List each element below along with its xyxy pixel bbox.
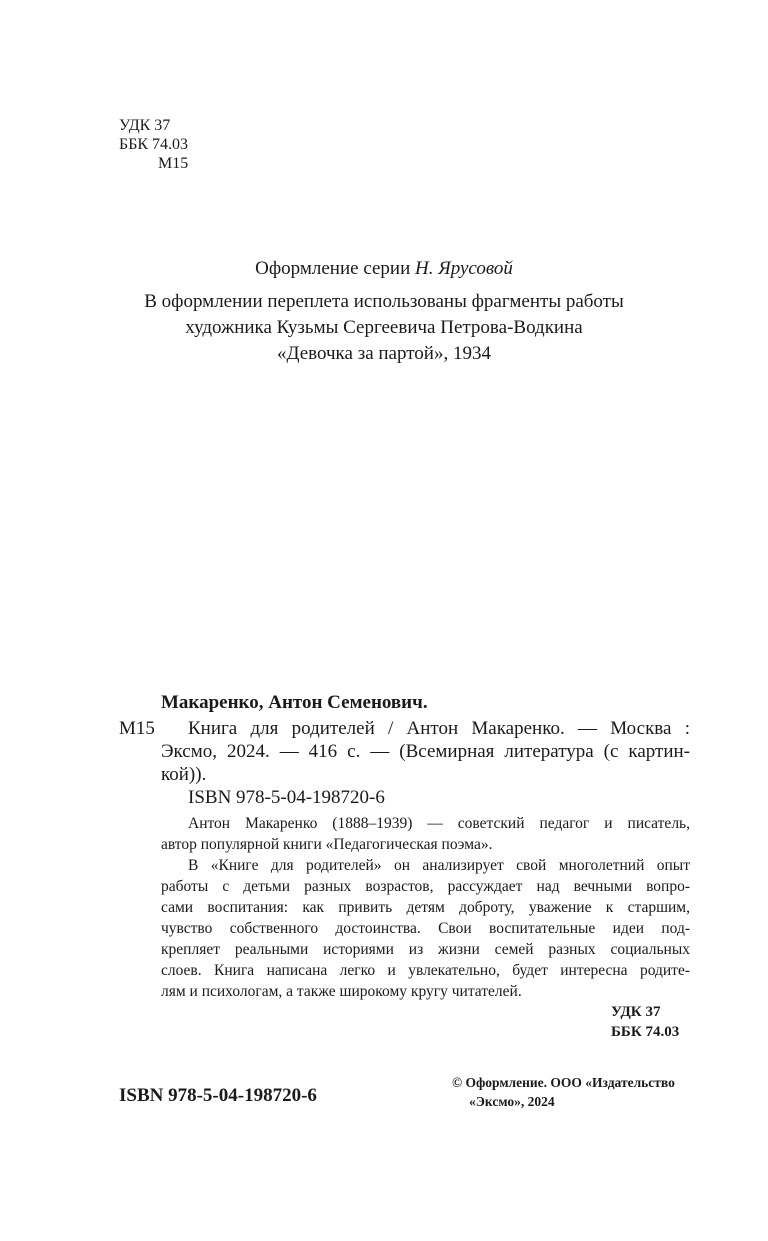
copyright-line: © Оформление. ООО «Издательство [452,1075,675,1090]
annotation-line: лям и психологам, а также широкому кругу читателей. [161,983,522,1000]
annotation-line: автор популярной книги «Педагогическая поэма». [161,836,493,853]
binding-credit-line: художника Кузьмы Сергеевича Петрова-Водкина [185,317,583,338]
annotation-line: крепляет реальными историями из жизни семей разных социальных [161,941,690,958]
annotation-line: сами воспитания: как привить детям доброту, уважение к старшим, [161,899,690,916]
series-design-credit [0,256,768,282]
udk-code-top: УДК 37 [119,117,171,134]
annotation-line: Антон Макаренко (1888–1939) — советский педагог и писатель, [188,815,690,832]
annotation-line: работы с детьми разных возрастов, рассуждает над вечными вопро- [161,878,690,895]
binding-credit-line: «Девочка за партой», 1934 [277,343,491,364]
annotation-line: слоев. Книга написана легко и увлекательно, будет интересна родите- [161,962,690,979]
annotation-line: В «Книге для родителей» он анализирует свой многолетний опыт [188,857,690,874]
record-title-line: кой)). [161,764,207,785]
author-mark-top: М15 [158,155,189,172]
author-heading: Макаренко, Антон Семенович. [161,692,428,713]
record-isbn: ISBN 978-5-04-198720-6 [188,787,385,808]
footer-isbn: ISBN 978-5-04-198720-6 [119,1085,317,1106]
record-title-line: Эксмо, 2024. — 416 с. — (Всемирная литература (с картин- [161,741,690,762]
series-designer-name: Н. Ярусовой [415,258,513,279]
record-title-line: Книга для родителей / Антон Макаренко. — Москва : [188,718,690,739]
binding-credit [0,289,768,367]
record-author-mark: М15 [119,718,155,739]
series-design-label: Оформление серии [255,258,416,279]
copyright-line: «Эксмо», 2024 [469,1094,555,1109]
binding-credit-line: В оформлении переплета использованы фрагменты работы [144,291,624,312]
bbk-code-bottom: ББК 74.03 [611,1024,680,1040]
udk-code-bottom: УДК 37 [611,1004,661,1020]
bbk-code-top: ББК 74.03 [119,136,189,153]
annotation-line: чувство собственного достоинства. Свои воспитательные идеи под- [161,920,690,937]
